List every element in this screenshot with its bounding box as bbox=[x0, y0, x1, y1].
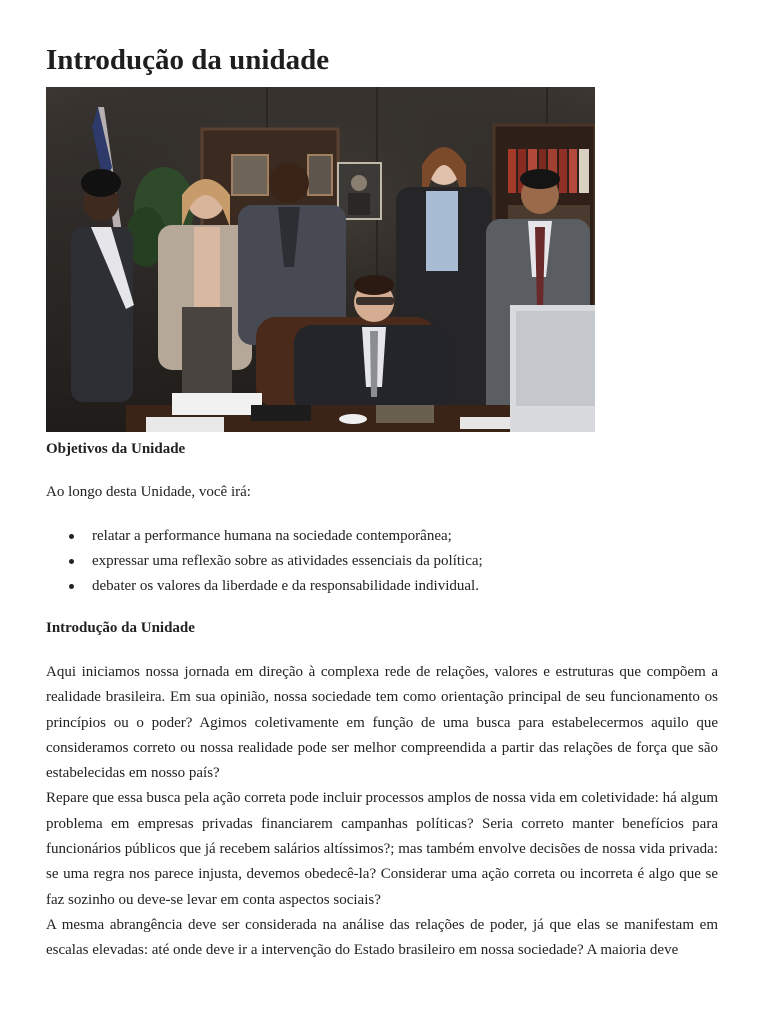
introduction-body bbox=[46, 660, 718, 964]
list-item-text: relatar a performance humana na sociedade contemporânea; bbox=[92, 528, 452, 544]
group-photo bbox=[46, 87, 595, 432]
bullet-icon bbox=[69, 534, 74, 539]
paragraph: A mesma abrangência deve ser considerada na análise das relações de poder, já que elas se manifestam em escalas elevadas: até onde deve ir a intervenção do Estado brasileiro em nossa sociedade? A maioria deve bbox=[46, 916, 718, 959]
bullet-icon bbox=[69, 584, 74, 589]
objectives-heading: Objetivos da Unidade bbox=[46, 441, 186, 457]
paragraph: Aqui iniciamos nossa jornada em direção à complexa rede de relações, valores e estruturas que compõem a realidade brasileira. Em sua opinião, nossa sociedade tem como orientação principal de seu funcionamento os princípios ou o poder? Agimos coletivamente em função de uma busca para estabelecermos aquilo que consideramos correto ou nossa realidade pode ser melhor compreendida a partir das relações de força que são estabelecidas em nosso país? bbox=[46, 664, 718, 782]
page-title: Introdução da unidade bbox=[46, 44, 330, 76]
list-item bbox=[46, 574, 483, 599]
list-item-text: expressar uma reflexão sobre as atividades essenciais da política; bbox=[92, 553, 483, 569]
list-item bbox=[46, 549, 483, 574]
bullet-icon bbox=[69, 559, 74, 564]
list-item-text: debater os valores da liberdade e da responsabilidade individual. bbox=[92, 578, 479, 594]
objectives-lead: Ao longo desta Unidade, você irá: bbox=[46, 484, 251, 500]
list-item bbox=[46, 524, 483, 549]
introduction-heading: Introdução da Unidade bbox=[46, 620, 195, 636]
paragraph: Repare que essa busca pela ação correta pode incluir processos amplos de nossa vida em coletividade: há algum problema em empresas privadas financiarem campanhas políticas? Seria correto manter benefícios para funcionários públicos que já recebem salários altíssimos?; mas também envolve decisões de nossa vida privada: se uma regra nos parece injusta, devemos obedecê-la? Considerar uma ação correta ou incorreta é algo que se faz sozinho ou deve-se levar em conta aspectos sociais? bbox=[46, 790, 718, 908]
objectives-list bbox=[46, 524, 483, 599]
